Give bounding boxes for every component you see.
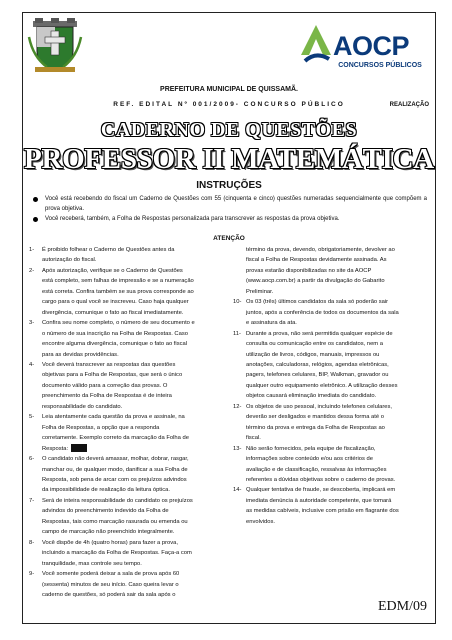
rule-line <box>233 245 429 255</box>
rule-line <box>29 423 225 433</box>
rule-text: da impossibilidade de realização da leitura óptica. <box>42 487 170 494</box>
rule-number: 11- <box>233 330 241 337</box>
rule-line <box>29 370 225 380</box>
rule-line <box>233 276 429 286</box>
rule-text: Preliminar. <box>246 288 274 295</box>
bullet-icon <box>33 197 38 202</box>
title-line-2: PROFESSOR II MATEMÁTICA <box>24 143 434 175</box>
rule-text: para as devidas providências. <box>42 351 119 358</box>
instruction-bullet <box>31 195 427 214</box>
rule-text: (sessenta) minutos de seu início. Caso queira levar o <box>42 581 179 588</box>
rule-line <box>233 360 429 370</box>
realizacao-label: REALIZAÇÃO <box>389 102 429 108</box>
rule-text: qualquer outro equipamento eletrônico. A utilização desses <box>246 382 398 389</box>
rule-text: envolvidos. <box>246 518 276 525</box>
rule-text: informações sobre conteúdo e/ou aos critérios de <box>246 456 373 463</box>
rule-line <box>29 548 225 558</box>
rule-line <box>29 569 225 579</box>
rule-number: 4- <box>29 361 35 368</box>
rule-text: juntos, após a conferência de todos os documentos da sala <box>246 309 399 316</box>
instruction-bullet <box>31 215 427 225</box>
rule-text: anotações, calculadoras, relógios, agendas eletrônicas, <box>246 361 389 368</box>
rule-line <box>29 444 225 454</box>
rule-text: deverão ser desligados e mantidos dessa forma até o <box>246 414 384 421</box>
rule-number: 12- <box>233 403 242 410</box>
rule-number: 2- <box>29 267 35 274</box>
rule-text: fiscal a Folha de Respostas devidamente assinada. As <box>246 257 387 264</box>
rule-line <box>29 454 225 464</box>
rule-text: (www.aocp.com.br) a partir da divulgação do Gabarito <box>246 278 385 285</box>
rule-line <box>29 266 225 276</box>
rule-line <box>29 485 225 495</box>
exam-code: EDM/09 <box>378 599 427 614</box>
rule-line <box>29 496 225 506</box>
rule-text: cargo para o qual você se inscreveu. Caso haja qualquer <box>42 299 189 306</box>
rule-text: Folha de Respostas, a opção que a responda <box>42 424 160 431</box>
rule-line <box>233 266 429 276</box>
rules-right-column <box>233 245 429 600</box>
bullet-icon <box>33 217 38 222</box>
rule-text: avaliação e de classificação, ressalvas às informações <box>246 466 387 473</box>
rule-text: o número de sua inscrição na Folha de Respostas. Caso <box>42 330 188 337</box>
answer-mark-example <box>71 444 87 452</box>
rule-text: término da prova, devendo, obrigatoriamente, devolver ao <box>246 247 395 253</box>
rule-text: Durante a prova, não será permitida qualquer espécie de <box>246 330 393 337</box>
rule-line <box>233 297 429 307</box>
rule-number: 14- <box>233 487 242 494</box>
rule-text: Você dispõe de 4h (quatro horas) para fazer a prova, <box>42 539 178 546</box>
rule-line <box>29 391 225 401</box>
rule-line <box>233 506 429 516</box>
rule-text: referentes a dúvidas objetivas sobre o caderno de provas. <box>246 476 396 483</box>
rule-number: 6- <box>29 456 35 463</box>
rule-line <box>29 339 225 349</box>
rule-line <box>233 465 429 475</box>
aocp-logo <box>299 21 427 79</box>
municipal-coat-of-arms-logo <box>27 17 83 73</box>
rule-number: 3- <box>29 320 35 327</box>
edital-reference: REF. EDITAL Nº 001/2009- CONCURSO PÚBLICO <box>113 101 345 108</box>
rule-text: as medidas cabíveis, inclusive com prisão em flagrante dos <box>246 508 399 515</box>
rule-text: imediata denúncia à autoridade competente, que tomará <box>246 497 392 504</box>
municipality-name: PREFEITURA MUNICIPAL DE QUISSAMÃ. <box>160 86 298 93</box>
rule-text: objetos causará eliminação imediata do candidato. <box>246 393 377 400</box>
rule-line <box>233 475 429 485</box>
rule-line <box>29 433 225 443</box>
rule-line <box>29 245 225 255</box>
rule-line <box>29 297 225 307</box>
rule-line <box>233 433 429 443</box>
rule-line <box>29 559 225 569</box>
rule-line <box>29 287 225 297</box>
rule-line <box>233 381 429 391</box>
rule-text: consulta ou comunicação entre os candidatos, nem a <box>246 341 383 348</box>
rule-number: 9- <box>29 571 35 578</box>
rule-text: advindos do preenchimento indevido da Folha de <box>42 508 169 515</box>
rule-text: documento válido para a correção das provas. O <box>42 382 168 389</box>
rule-text: O candidato não deverá amassar, molhar, dobrar, rasgar, <box>42 456 189 463</box>
rule-line <box>233 412 429 422</box>
instructions-heading: INSTRUÇÕES <box>196 180 262 191</box>
rule-line <box>29 329 225 339</box>
rule-text: Qualquer tentativa de fraude, se descoberta, implicará em <box>246 487 396 494</box>
rule-line <box>233 370 429 380</box>
rule-number: 8- <box>29 539 35 546</box>
rule-line <box>233 255 429 265</box>
rule-text: É proibido folhear o Caderno de Questões antes da <box>42 247 175 253</box>
rule-text: pagers, telefones celulares, BIP, Walkman, gravador ou <box>246 372 389 379</box>
rule-line <box>29 580 225 590</box>
rule-line <box>29 402 225 412</box>
rule-text: Você deverá transcrever as respostas das questões <box>42 361 176 368</box>
rule-text: Resposta: <box>42 445 69 452</box>
rule-line <box>233 339 429 349</box>
rules-left-column <box>29 245 225 600</box>
rule-text: está completo, sem falhas de impressão e se a numeração <box>42 278 194 285</box>
rule-line <box>233 485 429 495</box>
rule-line <box>29 465 225 475</box>
rule-text: preenchimento da Folha de Respostas é de inteira <box>42 393 172 400</box>
rule-text: Os objetos de uso pessoal, incluindo telefones celulares, <box>246 403 392 410</box>
rule-line <box>29 350 225 360</box>
rule-text: tranquilidade, mas controle seu tempo. <box>42 560 142 567</box>
instructions-list <box>31 195 427 226</box>
rule-line <box>233 496 429 506</box>
rule-text: Os 03 (três) últimos candidatos da sala só poderão sair <box>246 299 389 306</box>
instruction-text: Você receberá, também, a Folha de Respostas personalizada para transcrever as respostas da prova objetiva. <box>45 216 340 222</box>
rule-line <box>29 318 225 328</box>
rule-line <box>29 590 225 600</box>
rule-line <box>29 276 225 286</box>
rule-text: encontre alguma divergência, comunique o fato ao fiscal <box>42 341 188 348</box>
rule-text: está correta. Confira também se sua prova corresponde ao <box>42 288 194 295</box>
rule-line <box>233 423 429 433</box>
rule-line <box>29 412 225 422</box>
aocp-logo-subtitle: CONCURSOS PÚBLICOS <box>338 62 422 69</box>
rule-text: utilização de livros, códigos, manuais, impressos ou <box>246 351 380 358</box>
rule-line <box>233 308 429 318</box>
rule-text: caderno de questões, só poderá sair da sala após o <box>42 591 176 598</box>
rule-line <box>233 517 429 527</box>
rule-line <box>29 506 225 516</box>
rule-text: término da prova e entrega da Folha de Respostas ao <box>246 424 385 431</box>
rule-text: divergência, comunique o fato ao fiscal imediatamente. <box>42 309 184 316</box>
rule-text: objetivas para a Folha de Respostas, que será o único <box>42 372 183 379</box>
rule-text: Resposta, sob pena de arcar com os prejuízos advindos <box>42 476 187 483</box>
rule-line <box>29 360 225 370</box>
rule-text: Respostas, tais como marcação rasurada ou emenda ou <box>42 518 188 525</box>
rule-line <box>233 454 429 464</box>
rule-text: e assinatura da ata. <box>246 320 297 327</box>
rule-text: Será de inteira responsabilidade do candidato os prejuízos <box>42 497 193 504</box>
rule-text: fiscal. <box>246 435 261 442</box>
rule-text: manchar ou, de qualquer modo, danificar a sua Folha de <box>42 466 188 473</box>
rule-line <box>29 381 225 391</box>
rule-number: 13- <box>233 445 242 452</box>
title-line-1: CADERNO DE QUESTÕES <box>100 119 358 141</box>
rule-text: Confira seu nome completo, o número de seu documento e <box>42 320 195 327</box>
attention-heading: ATENÇÃO <box>213 235 245 242</box>
rule-line <box>29 475 225 485</box>
rules-columns <box>29 245 429 600</box>
rule-line <box>29 308 225 318</box>
rule-number <box>233 245 246 255</box>
rule-number: 10- <box>233 299 242 306</box>
rule-line <box>29 527 225 537</box>
rule-line <box>233 444 429 454</box>
aocp-emblem-icon <box>299 23 333 67</box>
rule-text: responsabilidade do candidato. <box>42 403 123 410</box>
rule-text: autorização do fiscal. <box>42 257 97 264</box>
rule-text: provas estarão disponibilizadas no site da AOCP <box>246 267 372 274</box>
rule-number: 1- <box>29 247 35 253</box>
rule-line <box>233 402 429 412</box>
rule-text: Não serão fornecidos, pela equipe de fiscalização, <box>246 445 376 452</box>
rule-line <box>233 287 429 297</box>
rule-line <box>233 350 429 360</box>
rule-line <box>29 255 225 265</box>
rule-line <box>233 318 429 328</box>
rule-text: incluindo a marcação da Folha de Respostas. Faça-a com <box>42 550 192 557</box>
rule-number: 5- <box>29 414 35 421</box>
rule-line <box>233 391 429 401</box>
rule-text: campo de marcação não preenchido integralmente. <box>42 529 175 536</box>
aocp-logo-text: AOCP <box>333 31 410 61</box>
rule-line <box>29 538 225 548</box>
rule-text: Leia atentamente cada questão da prova e assinale, na <box>42 414 185 421</box>
rule-text: corretamente. Exemplo correto da marcação da Folha de <box>42 435 189 442</box>
rule-line <box>29 517 225 527</box>
rule-text: Após autorização, verifique se o Caderno de Questões <box>42 267 183 274</box>
exam-cover-page <box>22 12 436 624</box>
instruction-text: Você está recebendo do fiscal um Caderno de Questões com 55 (cinquenta e cinco) questões numeradas sequencialmente que compõem a prova objetiva. <box>45 196 427 212</box>
rule-line <box>233 329 429 339</box>
rule-number: 7- <box>29 497 35 504</box>
rule-text: Você somente poderá deixar a sala de prova após 60 <box>42 571 180 578</box>
